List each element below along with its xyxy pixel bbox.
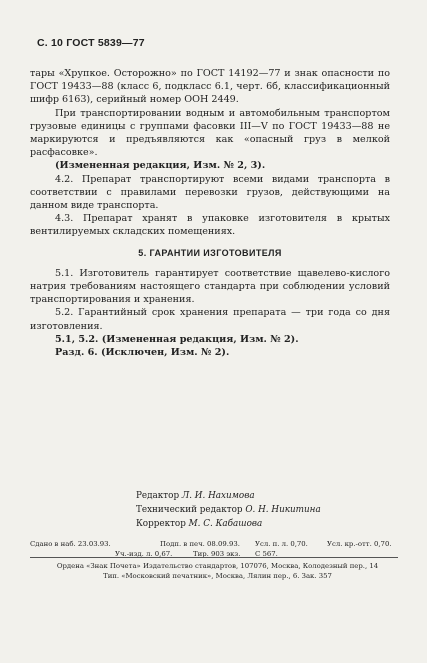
- imprint-block: [30, 539, 400, 559]
- amendment-note: 5.1, 5.2. (Измененная редакция, Изм. № 2).: [55, 333, 299, 345]
- editor-line: [136, 503, 321, 517]
- editor-role: Корректор: [136, 519, 186, 529]
- page-header: С. 10 ГОСТ 5839—77: [37, 37, 145, 49]
- editor-name: М. С. Кабашова: [188, 519, 263, 529]
- paragraph: 5.1. Изготовитель гарантирует соответствие щавелево-кислого натрия требованиям настоящего стандарта при соблюдении условий транспортирования и хранения.: [30, 267, 390, 306]
- imprint-item: Тир. 903 экз.: [193, 550, 241, 558]
- editors-block: [136, 489, 321, 531]
- publisher-footer: [20, 561, 415, 581]
- imprint-item: Уч.-изд. л. 0,67.: [115, 550, 173, 558]
- imprint-row: [30, 539, 400, 549]
- editor-line: [136, 489, 321, 503]
- paragraph: тары «Хрупкое. Осторожно» по ГОСТ 14192—77 и знак опасности по ГОСТ 19433—88 (класс 6, подкласс 6.1, черт. 6б, классификационный шифр 6163), серийный номер ООН 2449.: [30, 68, 390, 106]
- divider-line: [30, 557, 398, 558]
- document-body: [30, 67, 390, 359]
- amendment-note: (Измененная редакция, Изм. № 2, 3).: [55, 160, 266, 172]
- editor-name: О. Н. Никитина: [245, 505, 321, 515]
- editor-role: Технический редактор: [136, 505, 243, 515]
- imprint-item: Сдано в наб. 23.03.93.: [30, 540, 111, 548]
- imprint-item: С 567.: [255, 550, 278, 558]
- imprint-item: Усл. кр.-отт. 0,70.: [327, 540, 392, 548]
- paragraph: 5.2. Гарантийный срок хранения препарата — три года со дня изготовления.: [30, 307, 390, 332]
- imprint-item: Усл. п. л. 0,70.: [255, 540, 308, 548]
- editor-line: [136, 517, 321, 531]
- editor-name: Л. И. Нахимова: [181, 491, 255, 501]
- editor-role: Редактор: [136, 491, 180, 501]
- amendment-note: Разд. 6. (Исключен, Изм. № 2).: [55, 347, 230, 359]
- section-title: 5. ГАРАНТИИ ИЗГОТОВИТЕЛЯ: [138, 247, 282, 258]
- paragraph: 4.2. Препарат транспортируют всеми видами транспорта в соответствии с правилами перевозки грузов, действующими на данном виде транспорта.: [30, 173, 390, 212]
- imprint-item: Подп. в печ. 08.09.93.: [160, 540, 240, 548]
- paragraph: 4.3. Препарат хранят в упаковке изготовителя в крытых вентилируемых складских помещениях.: [30, 213, 390, 238]
- paragraph: При транспортировании водным и автомобильным транспортом грузовые единицы с группами фасовки III—V по ГОСТ 19433—88 не маркируются и предъявляются как «опасный груз в мелкой расфасовке».: [30, 107, 390, 159]
- footer-line: Ордена «Знак Почета» Издательство стандартов, 107076, Москва, Колодезный пер., 14: [56, 562, 379, 570]
- footer-line: Тип. «Московский печатник», Москва, Лялин пер., 6. Зак. 357: [103, 572, 332, 580]
